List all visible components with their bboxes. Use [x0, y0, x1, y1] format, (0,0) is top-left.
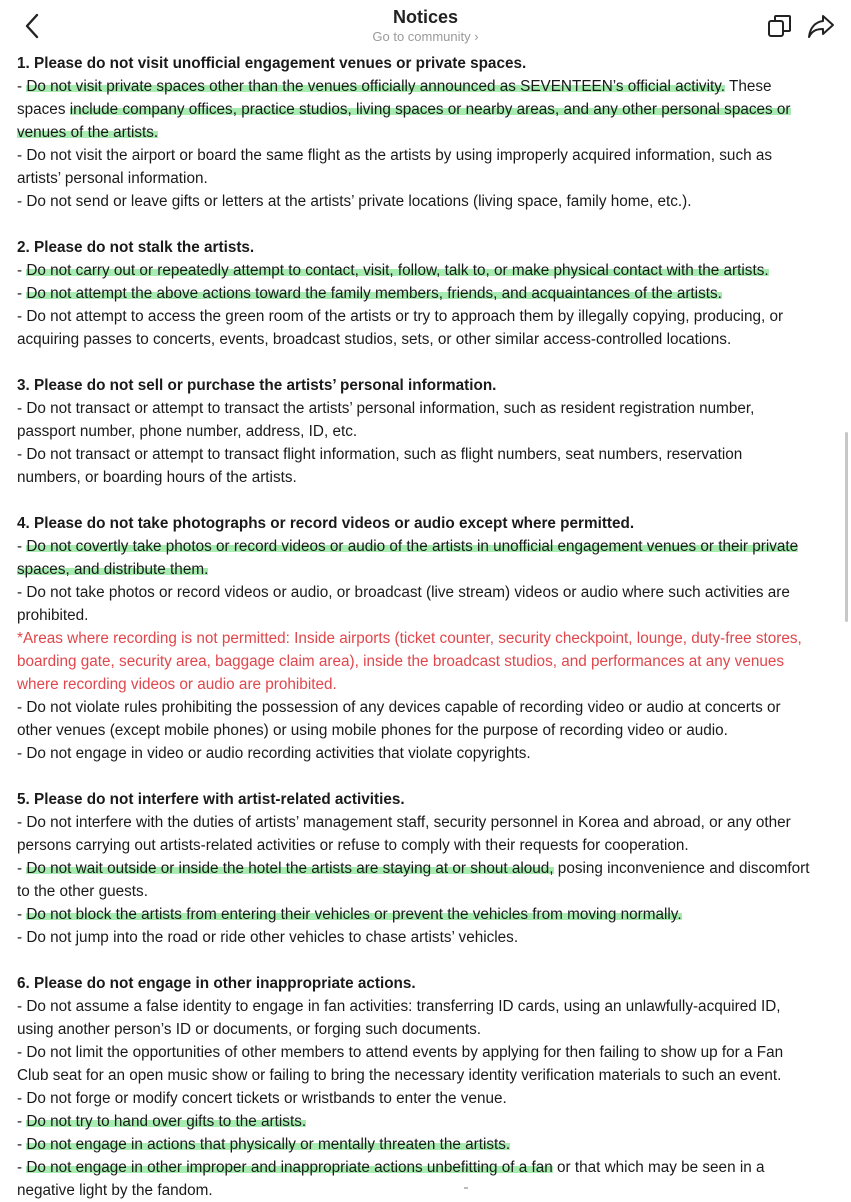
section-heading — [17, 236, 839, 259]
notice-line — [17, 742, 839, 765]
text-segment: posing inconvenience and discomfort — [553, 860, 810, 877]
notice-line — [17, 995, 839, 1018]
notice-line — [17, 305, 839, 328]
notice-line — [17, 98, 839, 121]
notice-line — [17, 535, 839, 558]
notice-line — [17, 190, 839, 213]
text-segment: numbers, or boarding hours of the artists. — [17, 469, 297, 486]
text-segment: - — [17, 285, 27, 302]
text-segment: - — [17, 860, 27, 877]
paragraph-spacer — [17, 351, 839, 374]
text-segment: 5. Please do not interfere with artist-related activities. — [17, 791, 405, 808]
text-segment: - Do not assume a false identity to engage in fan activities: transferring ID cards, using an unlawfully-acquired ID, — [17, 998, 781, 1015]
text-segment: 1. Please do not visit unofficial engagement venues or private spaces. — [17, 55, 527, 72]
copy-icon — [766, 12, 794, 40]
text-segment: where recording videos or audio are prohibited. — [17, 676, 337, 693]
text-segment: prohibited. — [17, 607, 89, 624]
go-to-community-link[interactable] — [0, 29, 851, 44]
community-link-label: Go to community — [372, 29, 471, 44]
highlighted-text: Do not engage in other improper and inappropriate actions unbefitting of a fan — [26, 1159, 553, 1176]
notice-line — [17, 1041, 839, 1064]
highlighted-text: include company offices, practice studios, living spaces or nearby areas, and any other personal spaces or — [69, 101, 791, 118]
highlighted-text: Do not engage in actions that physically or mentally threaten the artists. — [26, 1136, 511, 1153]
text-segment: - — [17, 538, 27, 555]
text-segment: - Do not violate rules prohibiting the possession of any devices capable of recording video or audio at concerts or — [17, 699, 781, 716]
notice-line — [17, 696, 839, 719]
text-segment: - — [17, 1159, 27, 1176]
highlighted-text: Do not try to hand over gifts to the artists. — [26, 1113, 307, 1130]
notice-warning-line — [17, 673, 839, 696]
notice-line — [17, 1018, 839, 1041]
notice-body — [17, 52, 839, 1202]
notice-line — [17, 926, 839, 949]
text-segment: - Do not take photos or record videos or audio, or broadcast (live stream) videos or audio where such activities are — [17, 584, 790, 601]
paragraph-spacer — [17, 949, 839, 972]
notice-line — [17, 282, 839, 305]
notice-line — [17, 581, 839, 604]
top-bar — [0, 0, 851, 50]
text-segment: - — [17, 1136, 27, 1153]
copy-button[interactable] — [766, 12, 794, 40]
notice-line — [17, 1110, 839, 1133]
text-segment: - Do not send or leave gifts or letters at the artists’ private locations (living space, family home, etc.). — [17, 193, 692, 210]
highlighted-text: Do not wait outside or inside the hotel the artists are staying at or shout aloud, — [26, 860, 554, 877]
text-segment: or that which may be seen in a — [552, 1159, 765, 1176]
section-heading — [17, 788, 839, 811]
paragraph-spacer — [17, 489, 839, 512]
notice-line — [17, 144, 839, 167]
notice-line — [17, 1179, 839, 1202]
notice-line — [17, 903, 839, 926]
share-button[interactable] — [806, 11, 836, 41]
text-segment: - Do not visit the airport or board the same flight as the artists by using improperly acquired information, such as — [17, 147, 773, 164]
notice-line — [17, 443, 839, 466]
notice-line — [17, 1156, 839, 1179]
highlighted-text: venues of the artists. — [17, 124, 159, 141]
text-segment: *Areas where recording is not permitted: Inside airports (ticket counter, security checkpoint, lounge, duty-free stores, — [17, 630, 802, 647]
text-segment: spaces — [17, 101, 70, 118]
text-segment: - Do not transact or attempt to transact flight information, such as flight numbers, seat numbers, reservation — [17, 446, 743, 463]
highlighted-text: Do not attempt the above actions toward the family members, friends, and acquaintances of the artists. — [26, 285, 722, 302]
notice-line — [17, 121, 839, 144]
notice-line — [17, 880, 839, 903]
page-title: Notices — [392, 7, 459, 27]
highlighted-text: Do not block the artists from entering their vehicles or prevent the vehicles from moving normally. — [26, 906, 682, 923]
notice-line — [17, 1064, 839, 1087]
notice-line — [17, 857, 839, 880]
text-segment: - Do not engage in video or audio recording activities that violate copyrights. — [17, 745, 531, 762]
paragraph-spacer — [17, 765, 839, 788]
highlighted-text: Do not carry out or repeatedly attempt to contact, visit, follow, talk to, or make physical contact with the artists. — [26, 262, 769, 279]
text-segment: - Do not interfere with the duties of artists’ management staff, security personnel in Korea and abroad, or any other — [17, 814, 791, 831]
chevron-right-icon: › — [474, 29, 479, 44]
page-indicator — [464, 1187, 468, 1189]
text-segment: - — [17, 906, 27, 923]
notice-line — [17, 558, 839, 581]
notice-line — [17, 75, 839, 98]
notice-line — [17, 1087, 839, 1110]
highlighted-text: Do not visit private spaces other than the venues officially announced as SEVENTEEN’s official activity. — [26, 78, 725, 95]
text-segment: - Do not forge or modify concert tickets or wristbands to enter the venue. — [17, 1090, 507, 1107]
text-segment: - Do not attempt to access the green room of the artists or try to approach them by illegally copying, producing, or — [17, 308, 784, 325]
section-heading — [17, 52, 839, 75]
notice-line — [17, 397, 839, 420]
notice-warning-line — [17, 627, 839, 650]
text-segment: 6. Please do not engage in other inappropriate actions. — [17, 975, 416, 992]
notice-line — [17, 328, 839, 351]
text-segment: acquiring passes to concerts, events, broadcast studios, sets, or other similar access-controlled locations. — [17, 331, 732, 348]
share-icon — [806, 11, 836, 41]
text-segment: - Do not transact or attempt to transact the artists’ personal information, such as resident registration number, — [17, 400, 755, 417]
text-segment: artists’ personal information. — [17, 170, 208, 187]
text-segment: other venues (except mobile phones) or using mobile phones for the purpose of recording video or audio. — [17, 722, 728, 739]
section-heading — [17, 972, 839, 995]
section-heading — [17, 512, 839, 535]
text-segment: passport number, phone number, address, ID, etc. — [17, 423, 358, 440]
text-segment: - Do not jump into the road or ride other vehicles to chase artists’ vehicles. — [17, 929, 519, 946]
highlighted-text: Do not covertly take photos or record videos or audio of the artists in unofficial engagement venues or their private — [26, 538, 799, 555]
text-segment: to the other guests. — [17, 883, 148, 900]
text-segment: 4. Please do not take photographs or record videos or audio except where permitted. — [17, 515, 635, 532]
text-segment: negative light by the fandom. — [17, 1182, 213, 1199]
paragraph-spacer — [17, 213, 839, 236]
text-segment: - Do not limit the opportunities of other members to attend events by applying for then failing to show up for a Fan — [17, 1044, 784, 1061]
text-segment: boarding gate, security area, baggage claim area), inside the broadcast studios, and performances at any venues — [17, 653, 785, 670]
notice-line — [17, 259, 839, 282]
notice-line — [17, 719, 839, 742]
notice-line — [17, 167, 839, 190]
scrollbar[interactable] — [845, 432, 848, 622]
notice-line — [17, 834, 839, 857]
notice-line — [17, 604, 839, 627]
section-heading — [17, 374, 839, 397]
text-segment: using another person’s ID or documents, or forging such documents. — [17, 1021, 481, 1038]
text-segment: - — [17, 262, 27, 279]
notice-line — [17, 466, 839, 489]
text-segment: - — [17, 1113, 27, 1130]
text-segment: These — [725, 78, 772, 95]
highlighted-text: spaces, and distribute them. — [17, 561, 209, 578]
text-segment: 2. Please do not stalk the artists. — [17, 239, 255, 256]
notice-line — [17, 1133, 839, 1156]
text-segment: 3. Please do not sell or purchase the artists’ personal information. — [17, 377, 497, 394]
notice-line — [17, 811, 839, 834]
text-segment: - — [17, 78, 27, 95]
text-segment: persons carrying out artists-related activities or refuse to comply with their requests for cooperation. — [17, 837, 689, 854]
notice-line — [17, 420, 839, 443]
text-segment: Club seat for an open music show or failing to bring the necessary identity verification materials to such an event. — [17, 1067, 782, 1084]
notice-warning-line — [17, 650, 839, 673]
